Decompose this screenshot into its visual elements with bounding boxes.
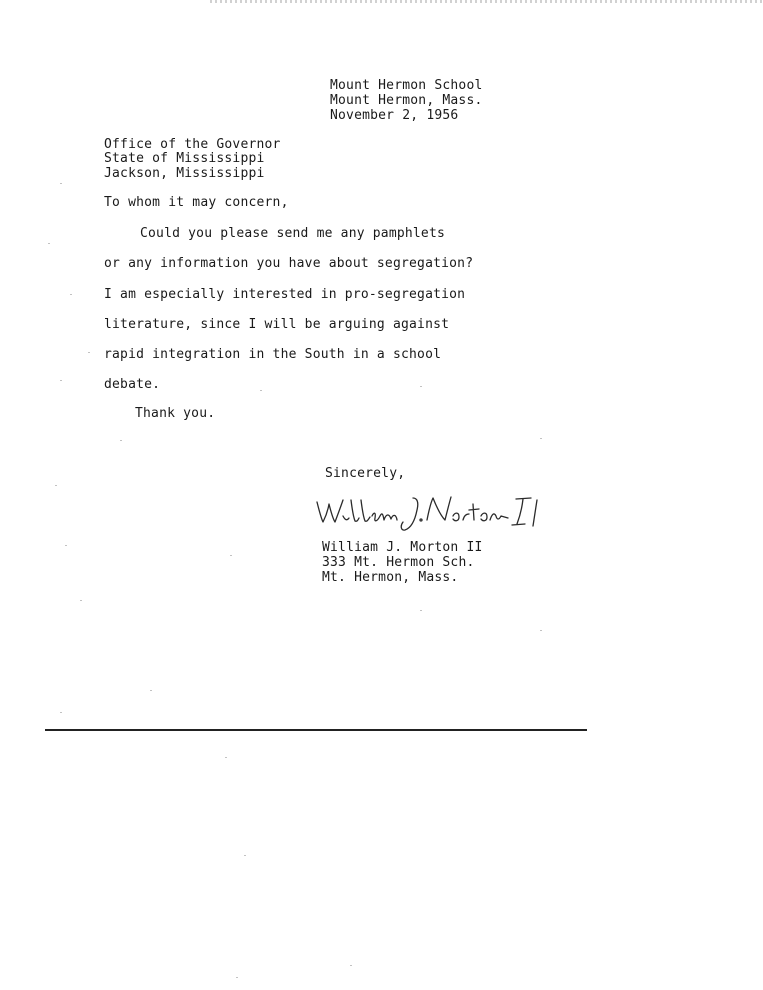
- body-line: Could you please send me any pamphlets: [140, 226, 446, 241]
- recipient-office: Office of the Governor: [104, 137, 281, 152]
- body-line: I am especially interested in pro-segregation: [104, 287, 466, 302]
- salutation: To whom it may concern,: [104, 195, 289, 210]
- recipient-city: Jackson, Mississippi: [104, 166, 265, 181]
- letter-date: November 2, 1956: [330, 108, 459, 123]
- sender-town: Mount Hermon, Mass.: [330, 93, 483, 108]
- handwritten-signature: [313, 492, 545, 532]
- body-line: debate.: [104, 377, 161, 392]
- recipient-state: State of Mississippi: [104, 151, 265, 166]
- signer-name: William J. Morton II: [322, 540, 483, 555]
- signer-address-line2: Mt. Hermon, Mass.: [322, 570, 459, 585]
- horizontal-rule: [45, 729, 587, 731]
- signer-address-line1: 333 Mt. Hermon Sch.: [322, 555, 475, 570]
- body-line: rapid integration in the South in a school: [104, 347, 442, 362]
- valediction: Sincerely,: [325, 466, 406, 481]
- body-line: literature, since I will be arguing against: [104, 317, 450, 332]
- thanks-line: Thank you.: [135, 406, 216, 421]
- body-line: or any information you have about segregation?: [104, 256, 474, 271]
- sender-school: Mount Hermon School: [330, 78, 483, 93]
- scan-artifact: [210, 0, 763, 3]
